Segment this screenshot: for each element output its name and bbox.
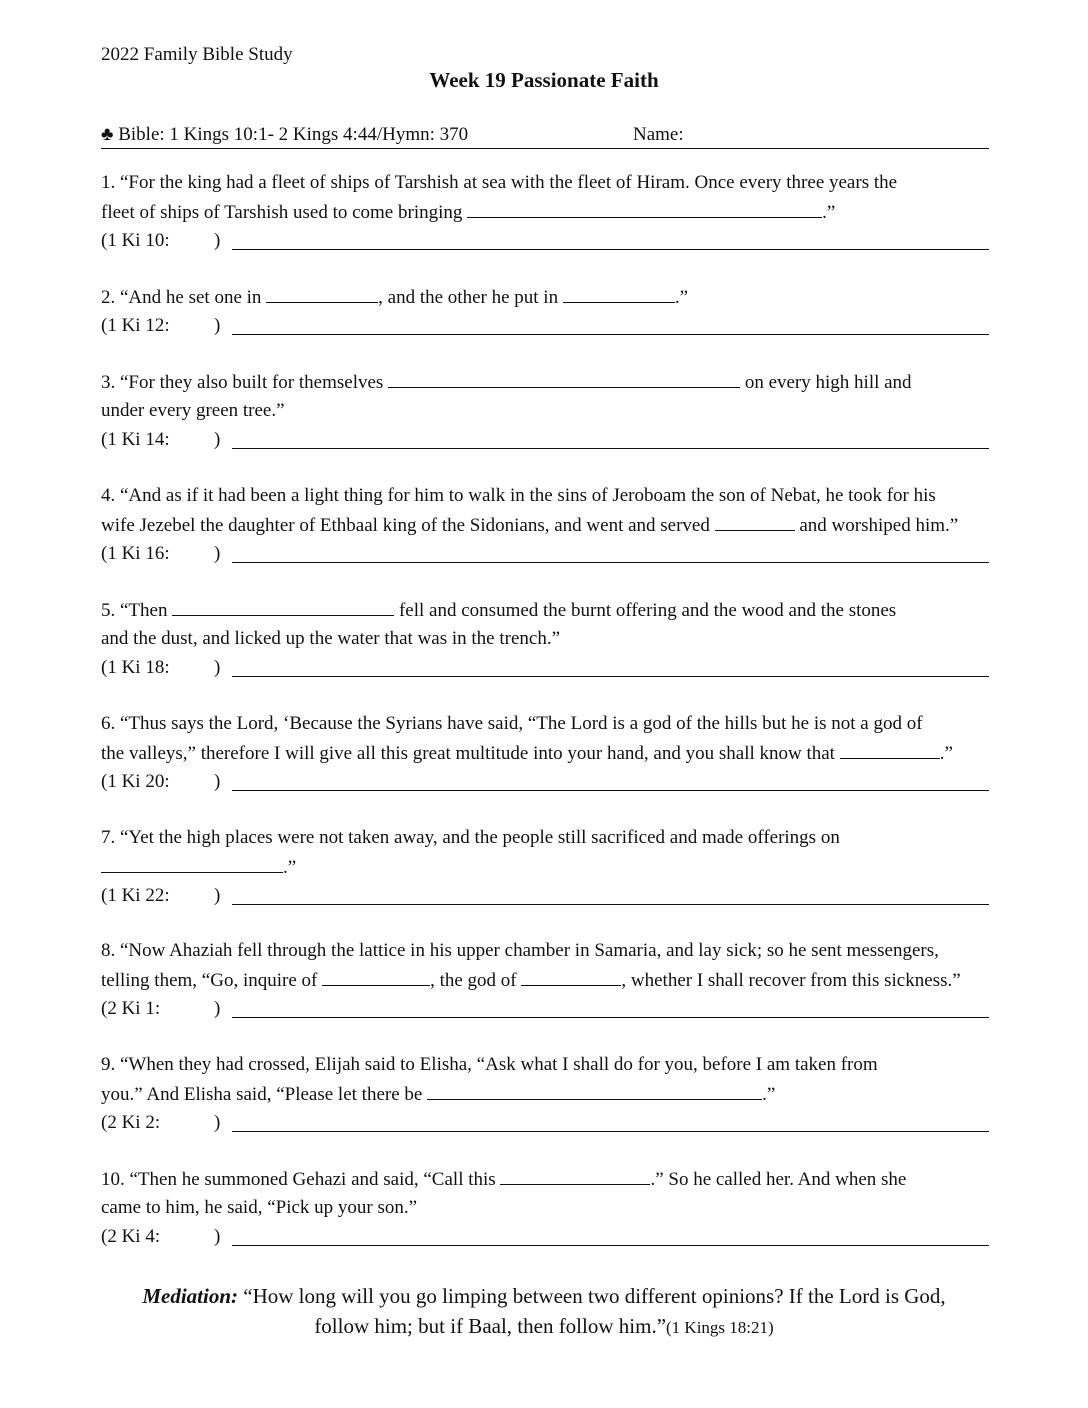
answer-line[interactable] bbox=[232, 1017, 989, 1018]
reference-row bbox=[101, 539, 989, 568]
reference-paren: ) bbox=[214, 998, 221, 1019]
question-1 bbox=[101, 168, 989, 255]
study-title: 2022 Family Bible Study bbox=[101, 44, 293, 65]
question-text: .” bbox=[674, 287, 689, 308]
reference-row bbox=[101, 226, 989, 255]
meditation-text: follow him; but if Baal, then follow him.” bbox=[314, 1314, 667, 1338]
page-title: Week 19 Passionate Faith bbox=[429, 68, 659, 92]
question-text: .” bbox=[762, 1084, 776, 1105]
fill-blank[interactable] bbox=[467, 197, 822, 218]
question-text: you.” And Elisha said, “Please let there be bbox=[101, 1084, 428, 1105]
reference-row bbox=[101, 994, 989, 1023]
reference-paren: ) bbox=[214, 1226, 221, 1247]
answer-line[interactable] bbox=[232, 676, 989, 677]
reference-row bbox=[101, 425, 989, 454]
verse-reference: (1 Ki 20: bbox=[101, 771, 170, 792]
question-text: wife Jezebel the daughter of Ethbaal king of the Sidonians, and went and served bbox=[101, 515, 715, 536]
reference-paren: ) bbox=[214, 657, 221, 678]
reference-row bbox=[101, 1222, 989, 1251]
question-text: and worshiped him.” bbox=[794, 515, 959, 536]
reference-row bbox=[101, 1108, 989, 1137]
fill-blank[interactable] bbox=[521, 965, 621, 986]
verse-reference: (2 Ki 2: bbox=[101, 1112, 161, 1133]
answer-line[interactable] bbox=[232, 1245, 989, 1246]
reference-row bbox=[101, 311, 989, 340]
reference-paren: ) bbox=[214, 543, 221, 564]
verse-reference: (1 Ki 16: bbox=[101, 543, 170, 564]
answer-line[interactable] bbox=[232, 448, 989, 449]
answer-line[interactable] bbox=[232, 904, 989, 905]
question-5 bbox=[101, 595, 989, 682]
fill-blank[interactable] bbox=[266, 282, 378, 303]
verse-reference: (1 Ki 14: bbox=[101, 429, 170, 450]
question-text: telling them, “Go, inquire of bbox=[101, 970, 323, 991]
question-2 bbox=[101, 282, 989, 340]
answer-line[interactable] bbox=[232, 249, 989, 250]
question-text: 6. “Thus says the Lord, ‘Because the Syrians have said, “The Lord is a god of the hills but he is not a god of bbox=[101, 713, 923, 734]
bible-reading-line bbox=[101, 124, 989, 149]
meditation-text: “How long will you go limping between two different opinions? If the Lord is God, bbox=[238, 1284, 946, 1308]
question-text: , the god of bbox=[430, 970, 522, 991]
reference-row bbox=[101, 881, 989, 910]
verse-reference: (1 Ki 12: bbox=[101, 315, 170, 336]
verse-reference: (1 Ki 22: bbox=[101, 885, 170, 906]
verse-reference: (2 Ki 4: bbox=[101, 1226, 161, 1247]
question-7 bbox=[101, 823, 989, 910]
reference-paren: ) bbox=[214, 1112, 221, 1133]
answer-line[interactable] bbox=[232, 334, 989, 335]
verse-reference: (1 Ki 18: bbox=[101, 657, 170, 678]
question-10 bbox=[101, 1164, 989, 1251]
bible-reading-text: ♣ Bible: 1 Kings 10:1- 2 Kings 4:44/Hymn: 370 bbox=[101, 124, 469, 145]
fill-blank[interactable] bbox=[715, 510, 795, 531]
question-text: 4. “And as if it had been a light thing for him to walk in the sins of Jeroboam the son of Nebat, he took for his bbox=[101, 485, 936, 506]
name-label: Name: bbox=[633, 124, 684, 145]
question-text: 5. “Then bbox=[101, 600, 173, 621]
question-text: fleet of ships of Tarshish used to come bringing bbox=[101, 202, 468, 223]
question-text: under every green tree.” bbox=[101, 400, 285, 421]
fill-blank[interactable] bbox=[101, 852, 283, 873]
question-text: came to him, he said, “Pick up your son.” bbox=[101, 1197, 418, 1218]
meditation-label: Mediation: bbox=[142, 1284, 238, 1308]
question-9 bbox=[101, 1050, 989, 1137]
fill-blank[interactable] bbox=[322, 965, 430, 986]
question-text: on every high hill and bbox=[740, 372, 912, 393]
meditation-verse bbox=[0, 1281, 1088, 1343]
question-text: 8. “Now Ahaziah fell through the lattice in his upper chamber in Samaria, and lay sick; so he sent messengers, bbox=[101, 940, 939, 961]
question-6 bbox=[101, 709, 989, 796]
question-text: fell and consumed the burnt offering and the wood and the stones bbox=[394, 600, 897, 621]
question-text: the valleys,” therefore I will give all this great multitude into your hand, and you shall know that bbox=[101, 743, 840, 764]
reference-row bbox=[101, 653, 989, 682]
fill-blank[interactable] bbox=[563, 282, 675, 303]
question-text: 7. “Yet the high places were not taken away, and the people still sacrificed and made offerings on bbox=[101, 827, 840, 848]
question-text: 3. “For they also built for themselves bbox=[101, 372, 389, 393]
reference-row bbox=[101, 767, 989, 796]
question-text: , and the other he put in bbox=[378, 287, 563, 308]
answer-line[interactable] bbox=[232, 1131, 989, 1132]
fill-blank[interactable] bbox=[500, 1164, 650, 1185]
question-8 bbox=[101, 936, 989, 1023]
verse-reference: (2 Ki 1: bbox=[101, 998, 161, 1019]
reference-paren: ) bbox=[214, 885, 221, 906]
question-text: .” bbox=[822, 202, 836, 223]
question-3 bbox=[101, 367, 989, 454]
fill-blank[interactable] bbox=[427, 1079, 762, 1100]
reference-paren: ) bbox=[214, 771, 221, 792]
reference-paren: ) bbox=[214, 315, 221, 336]
fill-blank[interactable] bbox=[172, 595, 394, 616]
answer-line[interactable] bbox=[232, 562, 989, 563]
question-text: , whether I shall recover from this sickness.” bbox=[621, 970, 961, 991]
fill-blank[interactable] bbox=[388, 367, 740, 388]
question-4 bbox=[101, 481, 989, 568]
question-text: 10. “Then he summoned Gehazi and said, “Call this bbox=[101, 1169, 501, 1190]
question-text: 2. “And he set one in bbox=[101, 287, 267, 308]
question-text: .” So he called her. And when she bbox=[650, 1169, 907, 1190]
reference-paren: ) bbox=[214, 230, 221, 251]
question-text: .” bbox=[939, 743, 953, 764]
reference-paren: ) bbox=[214, 429, 221, 450]
fill-blank[interactable] bbox=[840, 738, 940, 759]
question-text: 1. “For the king had a fleet of ships of Tarshish at sea with the fleet of Hiram. Once every three years the bbox=[101, 172, 898, 193]
verse-reference: (1 Ki 10: bbox=[101, 230, 170, 251]
question-text: and the dust, and licked up the water that was in the trench.” bbox=[101, 628, 561, 649]
question-text: 9. “When they had crossed, Elijah said to Elisha, “Ask what I shall do for you, before I am taken from bbox=[101, 1054, 878, 1075]
meditation-citation: (1 Kings 18:21) bbox=[666, 1318, 774, 1337]
question-text: .” bbox=[283, 857, 297, 878]
answer-line[interactable] bbox=[232, 790, 989, 791]
